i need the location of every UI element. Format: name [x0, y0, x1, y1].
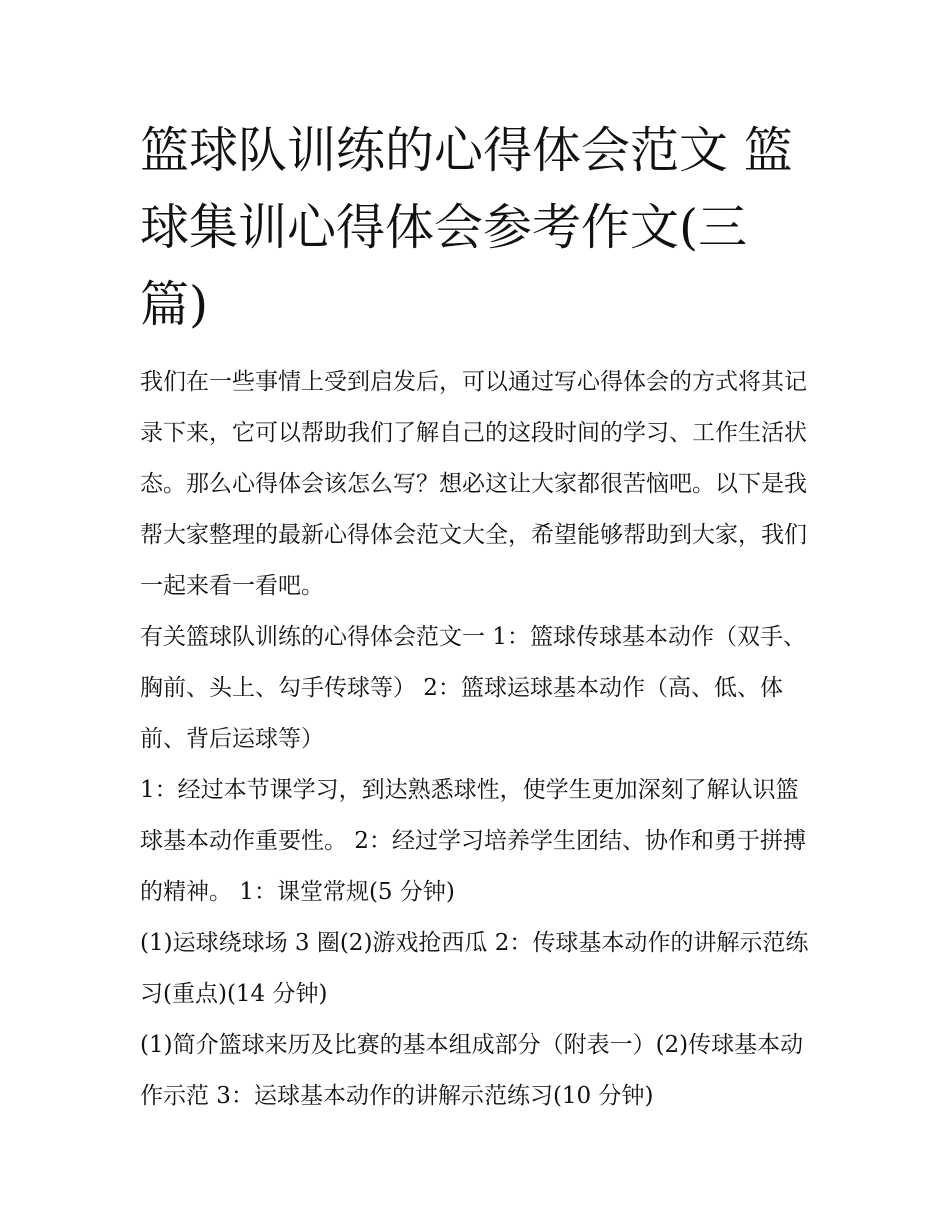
paragraph-content-2: 1：经过本节课学习，到达熟悉球性，使学生更加深刻了解认识篮球基本动作重要性。 2：经过学习培养学生团结、协作和勇于拼搏的精神。 1：课堂常规(5 分钟)	[140, 777, 806, 905]
document-title: 篮球队训练的心得体会范文 篮球集训心得体会参考作文(三篇)	[140, 122, 793, 333]
paragraph-intro: 我们在一些事情上受到启发后，可以通过写心得体会的方式将其记录下来，它可以帮助我们了解自己的这段时间的学习、工作生活状态。那么心得体会该怎么写？想必这让大家都很苦恼吧。以下是我帮大家整理的最新心得体会范文大全，希望能够帮助到大家，我们一起来看一看吧。	[140, 369, 807, 599]
paragraph-content-3: (1)运球绕球场 3 圈(2)游戏抢西瓜 2：传球基本动作的讲解示范练习(重点)(14 分钟)	[140, 930, 809, 1007]
paragraph-content-4: (1)简介篮球来历及比赛的基本组成部分（附表一）(2)传球基本动作示范 3：运球基本动作的讲解示范练习(10 分钟)	[140, 1032, 804, 1109]
paragraph-content-1: 有关篮球队训练的心得体会范文一 1：篮球传球基本动作（双手、胸前、头上、勾手传球等） 2：篮球运球基本动作（高、低、体前、背后运球等）	[140, 624, 806, 752]
document-page	[140, 112, 812, 1122]
